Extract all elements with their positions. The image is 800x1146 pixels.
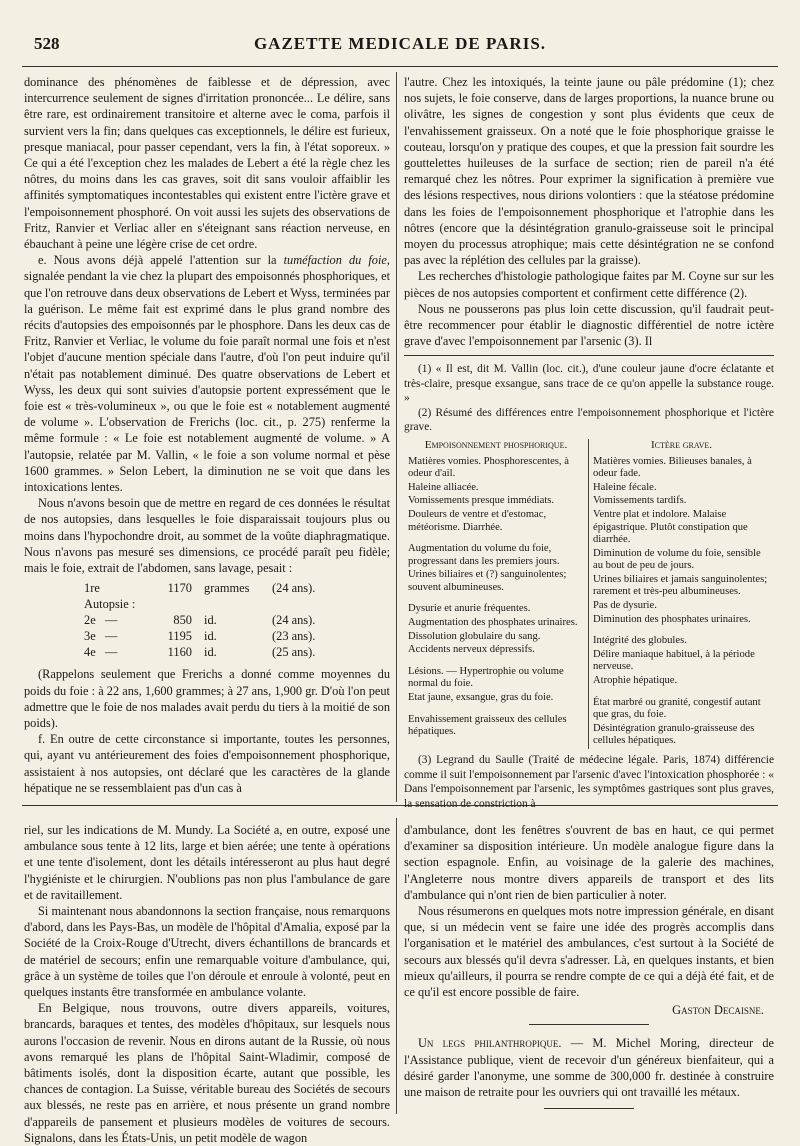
table-gap [408, 535, 584, 543]
autopsy-unit: grammes [204, 581, 250, 596]
footnote: (2) Résumé des différences entre l'empoisonnement phosphorique et l'ictère grave. [404, 406, 774, 434]
header-rule [22, 66, 778, 67]
autopsy-weight: 1160 [167, 645, 192, 660]
autopsy-label: 3e — [84, 629, 118, 644]
upper-right-column [404, 74, 774, 810]
lower-left-column [24, 822, 390, 1145]
table-cell: Accidents nerveux dépressifs. [408, 644, 535, 656]
table-cell: Dysurie et anurie fréquentes. [408, 603, 531, 615]
footnote: (1) « Il est, dit M. Vallin (loc. cit.), d'une couleur jaune d'ocre éclatante et très-claire, presque exsangue, sans trace de ce qu'on appelle la substance rouge. » [404, 363, 774, 405]
table-cell: Augmentation des phosphates urinaires. [408, 617, 578, 629]
table-cell: État marbré ou granité, congestif autant que gras, du foie. [593, 696, 761, 721]
paragraph: Nous ne pousserons pas plus loin cette discussion, qu'il faudrait peut-être recommencer pour établir le diagnostic différentiel de notre ictère grave d'avec l'empoisonnement par l'arsenic (3). Il [404, 301, 774, 349]
emphasis: tuméfaction du foie [283, 253, 387, 268]
paragraph: En Belgique, nous trouvons, outre divers appareils, voitures, brancards, baraques et tentes, des modèles d'hôpitaux, sur lesquels nous aurons l'occasion de revenir. Nous en dirons autant de la Russie, où nous avons remarqué les plans de l'hôpital Saint-Wladimir, composé de bâtiments isolés, dont la disposition écarte, autant que possible, les chances de contagion. La Suisse, véritable bureau des Sociétés de secours aux blessés, ne reste pas en arrière, et nous présente un grand nombre d'appareils de pansement et plusieurs modèles de voitures de secours. Signalons, dans les États-Unis, un petit modèle de wagon [24, 1001, 390, 1145]
autopsy-weight: 1195 [167, 629, 192, 644]
table-cell: Ventre plat et indolore. Malaise épigastrique. Plutôt constipation que diarrhée. [593, 508, 748, 546]
autopsy-unit: id. [204, 645, 217, 660]
table-cell: Vomissements presque immédiats. [408, 495, 555, 507]
lower-right-column [404, 822, 774, 1122]
autopsy-label: 1re Autopsie : [84, 581, 136, 612]
author-signature: Gaston Decaisne. [672, 1003, 764, 1018]
item-heading: Un legs philanthropique. [418, 1036, 562, 1051]
table-cell: Haleine alliacée. [408, 481, 479, 493]
table-cell: Atrophie hépatique. [593, 675, 678, 687]
paragraph: (Rappelons seulement que Frerichs a donné comme moyennes du poids du foie : à 22 ans, 1,600 grammes; à 27 ans, 1,900 gr. D'où l'on peut admettre que le foie de nos malades avait perdu du tiers à la moitié de son poids). [24, 667, 390, 730]
table-gap [408, 595, 584, 603]
table-cell: Matières vomies. Phosphorescentes, à odeur d'ail. [408, 455, 569, 480]
table-cell: Diminution des phosphates urinaires. [593, 613, 751, 625]
page-number: 528 [34, 34, 60, 53]
column-divider [396, 818, 397, 1114]
autopsy-unit: id. [204, 629, 217, 644]
autopsy-age: (23 ans). [272, 629, 316, 644]
table-gap [593, 627, 770, 635]
paragraph: d'ambulance, dont les fenêtres s'ouvrent de bas en haut, ce qui permet d'examiner sa disposition intérieure. Un modèle analogue figure dans la section espagnole. Enfin, au voisinage de la galerie des machines, l'Angleterre nous montre divers appareils de transport et des lits d'ambulance qui n'ont rien de bien particulier à noter. [404, 823, 774, 902]
table-cell: Matières vomies. Bilieuses banales, à odeur fade. [593, 455, 752, 480]
table-cell: Désintégration granulo-graisseuse des cellules hépatiques. [593, 722, 755, 747]
table-gap [408, 706, 584, 714]
section-rule [22, 805, 778, 806]
short-rule [544, 1108, 634, 1109]
upper-left-column [24, 74, 390, 802]
table-cell: Haleine fécale. [593, 481, 657, 493]
list-item [84, 580, 390, 612]
footnote: (3) Legrand du Saulle (Traité de médecine légale. Paris, 1874) différencie comme il suit l'empoisonnement par l'arsenic d'avec l'intoxication phosphorée : « Dans l'empoisonnement par l'arsenic, les symptômes gastriques sont plus graves, la sensation de constriction à [404, 754, 774, 810]
autopsy-age: (24 ans). [272, 581, 316, 596]
paragraph: riel, sur les indications de M. Mundy. La Société a, en outre, exposé une ambulance sous tente à 12 lits, large et bien aérée; une tente à opérations et une tente d'isolement, dont les détails intéresseront au plus haut degré l'hygiéniste et le chirurgien. N'oublions pas non plus l'ambulance de gare et de ravitaillement. [24, 823, 390, 902]
autopsy-unit: id. [204, 613, 217, 628]
differences-table [404, 439, 774, 749]
paragraph: Nous n'avons besoin que de mettre en regard de ces données le résultat de nos autopsies, dans lesquelles le foie disparaissait toujours plus ou moins dans l'hypochondre droit, au sommet de la voûte diaphragmatique. Nous n'avons pas mesuré ses dimensions, ce procédé paraît peu fidèle; mais le foie, extrait de l'abdomen, sans lavage, pesait : [24, 496, 390, 576]
list-item [84, 612, 390, 628]
footnote-rule [404, 355, 774, 356]
table-gap [593, 689, 770, 697]
table-column-phosphorus [404, 439, 589, 749]
table-header: Empoisonnement phosphorique. [424, 438, 568, 451]
table-cell: Vomissements tardifs. [593, 495, 687, 507]
paragraph: Si maintenant nous abandonnons la section française, nous remarquons d'abord, dans les Pays-Bas, un modèle de l'hôpital d'Amalia, exposé par la Société de la Croix-Rouge d'Utrecht, divers échantillons de brancards et de matériel de secours; enfin une remarquable voiture d'ambulance, qui, grâce à un système de toiles que l'on déroule et enroule à volonté, peut en quelques instants être transformée en ambulance volante. [24, 904, 390, 1000]
table-cell: Urines biliaires et jamais sanguinolentes; rarement et très-peu albumineuses. [593, 573, 768, 598]
table-header: Ictère grave. [650, 438, 713, 451]
table-cell: Douleurs de ventre et d'estomac, météorisme. Diarrhée. [408, 508, 547, 533]
autopsy-age: (24 ans). [272, 613, 316, 628]
table-cell: Délire maniaque habituel, à la période nerveuse. [593, 648, 755, 673]
text-run: , signalée pendant la vie chez la plupart des empoisonnés phosphoriques, et que l'on retrouve dans deux observations de Lebert et Wyss, terminées par la guérison. Le même fait est exprimé dans le plus grand nombre des récits d'autopsies des empoisonnés par le phosphore. Dans les deux cas de Fritz, Ranvier et Verliac, le volume du foie paraît normal une fois et n'est l'objet d'aucune mention spéciale dans l'autre, d'où l'on peut induire qu'il n'était pas notablement diminué. Des quatre observations de Lebert et Wyss, les deux qui sont suivies d'autopsie portent expressément que le foie est « très-volumineux », ou que le foie est « notablement augmenté de volume ». L'observation de Frerichs (loc. cit., p. 275) renferme la même formule : « Le foie est notablement augmenté de volume. » A l'autopsie, relatée par M. Vallin, « le foie a son volume normal et pèse 1600 grammes. » Selon Lebert, la diminution ne se voit que dans les intoxications lentes. [24, 253, 390, 495]
table-cell: Pas de dysurie. [593, 600, 657, 612]
paragraph [24, 252, 390, 495]
autopsy-label: 2e — [84, 613, 118, 628]
table-items [408, 456, 584, 739]
short-rule [529, 1024, 649, 1025]
autopsy-weights-list [84, 580, 390, 660]
table-cell: Dissolution globulaire du sang. [408, 630, 541, 642]
table-cell: Etat jaune, exsangue, gras du foie. [408, 692, 554, 704]
table-gap [408, 658, 584, 666]
table-cell: Lésions. — Hypertrophie ou volume normal du foie. [408, 665, 564, 690]
autopsy-weight: 1170 [167, 581, 192, 596]
paragraph: Les recherches d'histologie pathologique faites par M. Coyne sur sur les pièces de nos autopsies comportent et confirment cette différence (2). [404, 269, 774, 300]
table-items [593, 456, 770, 748]
list-item [84, 628, 390, 644]
autopsy-age: (25 ans). [272, 645, 316, 660]
list-item [84, 644, 390, 660]
autopsy-weight: 850 [173, 613, 192, 628]
text-run: — M. Michel Moring, directeur de l'Assistance publique, vient de recevoir d'un généreux bienfaiteur, qui a désiré garder l'anonyme, une somme de 300,000 fr. destinée à construire une maison de retraite pour les ouvriers qui ont travaillé les métaux. [404, 1036, 774, 1100]
table-cell: Urines biliaires et (?) sanguinolentes; souvent albumineuses. [408, 569, 567, 593]
table-column-icterus [589, 439, 774, 749]
text-run: e. Nous avons déjà appelé l'attention sur la [38, 253, 284, 268]
column-divider [396, 72, 397, 802]
page-header [22, 28, 778, 64]
paragraph: dominance des phénomènes de faiblesse et de dépression, avec intercurrence seulement de signes d'irritation prononcée... Le délire, sans être rare, est ordinairement transitoire et alterne avec le coma, parfois il survient vers la fin; dans quelques cas exceptionnels, le délire est furieux, presque maniacal, pour passer cependant, vers la fin, à l'état soporeux. » Ce qui a été l'exception chez les malades de Lebert a été la règle chez les nôtres, du moins dans les cas graves, soit dit sans vouloir affaiblir les affinités symptomatiques incontestables qui existent entre l'ictère grave et l'empoisonnement phosphoré. On voit aussi les sujets des observations de Fritz, Ranvier et Verliac aller en s'éteignant sans réaction nerveuse, en ébauchant à peine une légère crise de cet ordre. [24, 75, 390, 252]
autopsy-label: 4e — [84, 645, 118, 660]
paragraph: l'autre. Chez les intoxiqués, la teinte jaune ou pâle prédomine (1); chez nos sujets, le foie conserve, dans de larges proportions, la nuance brune ou olivâtre, les signes de congestion y sont plus évidents que ceux de l'envahissement graisseux. On a noté que le foie phosphorique graisse le couteau, lorsqu'on y pratique des coupes, et que la pression fait sourdre les gouttelettes huileuses de la surface de section; rien de pareil n'a été remarqué chez les nôtres. Pour exprimer la signification à première vue des lésions respectives, nous dirions volontiers : que la stéatose prédomine dans les foies de l'empoisonnement phosphorique et l'atrophie dans les nôtres (encore que la désintégration granulo-graisseuse soit le principal moyen du processus atrophique; mais cette désintégration ne se confond pas avec la réplétion des cellules par la graisse). [404, 75, 774, 268]
paragraph: Nous résumerons en quelques mots notre impression générale, en disant que, si un médecin vent se faire une idée des progrès accomplis dans l'organisation et le matériel des ambulances, c'est surtout à la Société de secours aux blessés qu'il devra s'adresser. Là, en quelques instants, et bien mieux qu'ailleurs, il pourra se rendre compte de ce qui a déjà été fait, et de ce qu'il est encore possible de faire. [404, 904, 774, 1000]
table-cell: Intégrité des globules. [593, 635, 687, 647]
table-cell: Augmentation du volume du foie, progressant dans les premiers jours. [408, 543, 560, 567]
paragraph [404, 1035, 774, 1100]
paragraph: f. En outre de cette circonstance si importante, toutes les personnes, qui, ayant vu antérieurement des foies d'empoisonnement phosphorique, assistaient à nos autopsies, ont déclaré que les caractères de la glande hépatique ne se ressemblaient pas d'un cas à [24, 732, 390, 795]
table-cell: Diminution de volume du foie, sensible au bout de peu de jours. [593, 547, 761, 572]
table-cell: Envahissement graisseux des cellules hépatiques. [408, 713, 567, 738]
journal-title: GAZETTE MEDICALE DE PARIS. [253, 34, 547, 53]
